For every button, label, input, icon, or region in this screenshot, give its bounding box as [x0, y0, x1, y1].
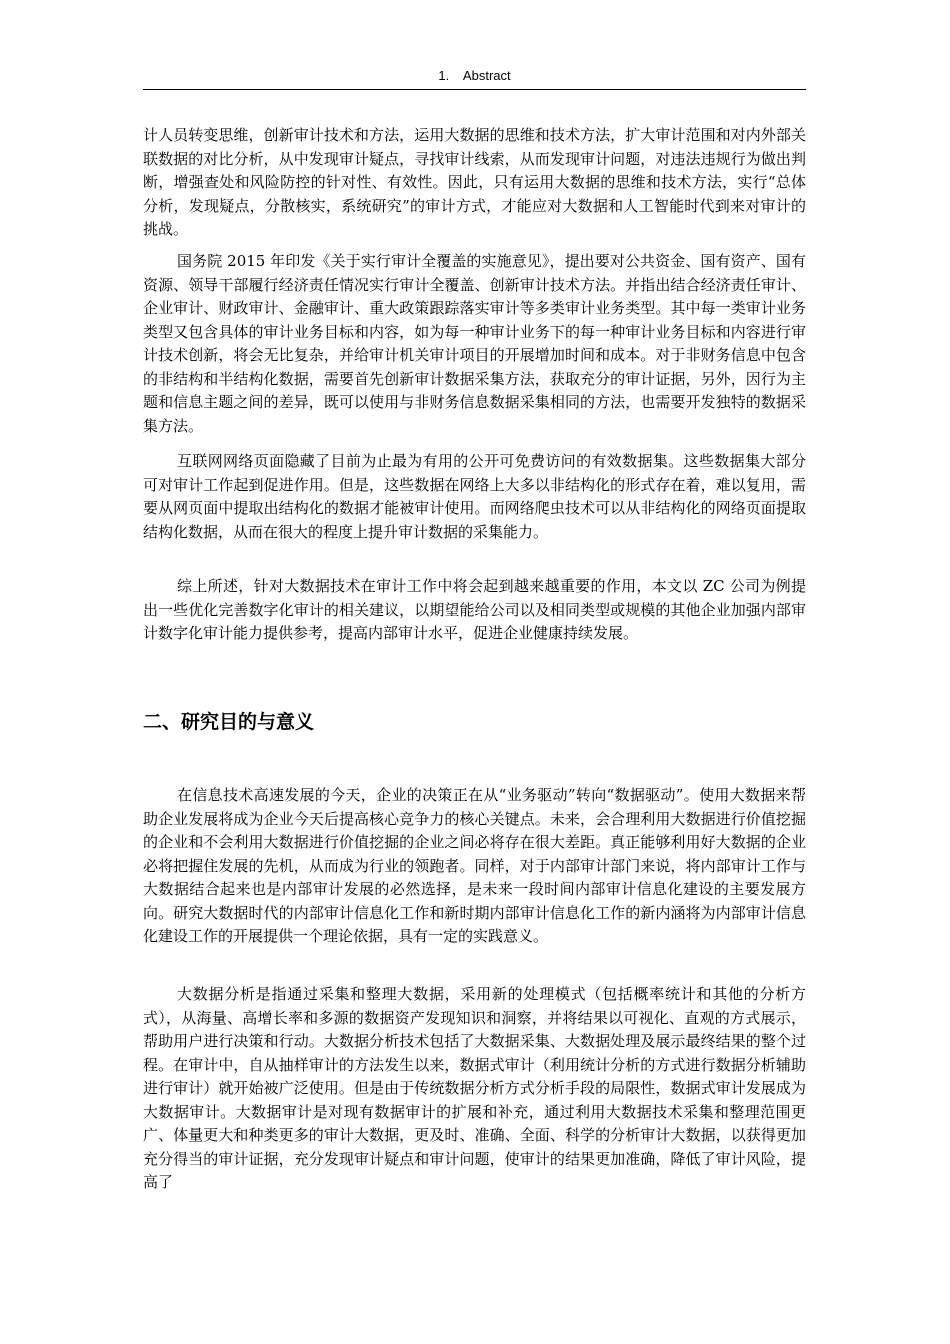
paragraph: 大数据分析是指通过采集和整理大数据，采用新的处理模式（包括概率统计和其他的分析方式），从海量、高增长率和多源的数据资产发现知识和洞察，并将结果以可视化、直观的方式展示，帮助用户进行决策和行动。大数据分析技术包括了大数据采集、大数据处理及展示最终结果的整个过程。在审计中，自从抽样审计的方法发生以来，数据式审计（利用统计分析的方式进行数据分析辅助进行审计）就开始被广泛使用。但是由于传统数据分析方式分析手段的局限性，数据式审计发展成为大数据审计。大数据审计是对现有数据审计的扩展和补充，通过利用大数据技术采集和整理范围更广、体量更大和种类更多的审计大数据，更及时、准确、全面、科学的分析审计大数据，以获得更加充分得当的审计证据，充分发现审计疑点和审计问题，使审计的结果更加准确，降低了审计风险，提高了: [143, 985, 806, 1191]
paragraph: 互联网网络页面隐藏了目前为止最为有用的公开可免费访问的有效数据集。这些数据集大部分可对审计工作起到促进作用。但是，这些数据在网络上大多以非结构化的形式存在着，难以复用，需要从网页面中提取出结构化的数据才能被审计使用。而网络爬虫技术可以从非结构化的网络页面提取结构化数据，从而在很大的程度上提升审计数据的采集能力。: [143, 452, 806, 541]
running-header: 1. Abstract: [438, 68, 511, 83]
paragraph: 国务院 2015 年印发《关于实行审计全覆盖的实施意见》，提出要对公共资金、国有资产、国有资源、领导干部履行经济责任情况实行审计全覆盖、创新审计技术方法。并指出结合经济责任审计、企业审计、财政审计、金融审计、重大政策跟踪落实审计等多类审计业务类型。其中每一类审计业务类型又包含具体的审计业务目标和内容，如为每一种审计业务下的每一种审计业务目标和内容进行审计技术创新，将会无比复杂，并给审计机关审计项目的开展增加时间和成本。对于非财务信息中包含的非结构和半结构化数据，需要首先创新审计数据采集方法，获取充分的审计证据，另外，因行为主题和信息主题之间的差异，既可以使用与非财务信息数据采集相同的方法，也需要开发独特的数据采集方法。: [143, 252, 806, 435]
paragraph: 综上所述，针对大数据技术在审计工作中将会起到越来越重要的作用，本文以 ZC 公司为例提出一些优化完善数字化审计的相关建议，以期望能给公司以及相同类型或规模的其他企业加强内部审计数字化审计能力提供参考，提高内部审计水平，促进企业健康持续发展。: [143, 577, 806, 642]
header-divider: [143, 89, 806, 90]
paragraph: 在信息技术高速发展的今天，企业的决策正在从“业务驱动”转向“数据驱动”。使用大数据来帮助企业发展将成为企业今天后提高核心竞争力的核心关键点。未来，会合理利用大数据进行价值挖掘的企业和不会利用大数据进行价值挖掘的企业之间必将存在很大差距。真正能够利用好大数据的企业必将把握住发展的先机，从而成为行业的领跑者。同样，对于内部审计部门来说，将内部审计工作与大数据结合起来也是内部审计发展的必然选择，是未来一段时间内部审计信息化建设的主要发展方向。研究大数据时代的内部审计信息化工作和新时期内部审计信息化工作的新内涵将为内部审计信息化建设工作的开展提供一个理论依据，具有一定的实践意义。: [143, 786, 806, 945]
paragraph: 计人员转变思维，创新审计技术和方法，运用大数据的思维和技术方法，扩大审计范围和对内外部关联数据的对比分析，从中发现审计疑点，寻找审计线索，从而发现审计问题，对违法违规行为做出判断，增强查处和风险防控的针对性、有效性。因此，只有运用大数据的思维和技术方法，实行“总体分析，发现疑点，分散核实，系统研究”的审计方式，才能应对大数据和人工智能时代到来对审计的挑战。: [143, 126, 806, 238]
section-heading: 二、研究目的与意义: [143, 711, 315, 733]
